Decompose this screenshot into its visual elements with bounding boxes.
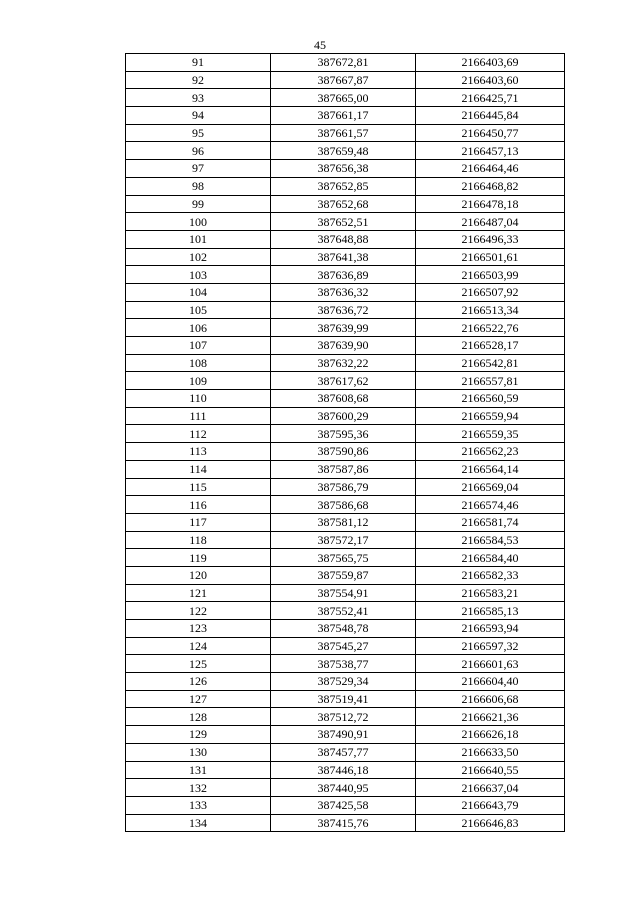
point-number-cell: 128 [126, 708, 271, 726]
table-row [126, 584, 565, 602]
x-coordinate-cell: 387652,85 [271, 177, 416, 195]
point-number-cell: 92 [126, 71, 271, 89]
y-coordinate-cell: 2166593,94 [416, 620, 565, 638]
point-number-cell: 116 [126, 496, 271, 514]
point-number-cell: 115 [126, 478, 271, 496]
y-coordinate-cell: 2166637,04 [416, 779, 565, 797]
y-coordinate-cell: 2166584,53 [416, 531, 565, 549]
coordinates-table-body [126, 54, 565, 832]
x-coordinate-cell: 387590,86 [271, 443, 416, 461]
x-coordinate-cell: 387661,57 [271, 124, 416, 142]
x-coordinate-cell: 387552,41 [271, 602, 416, 620]
y-coordinate-cell: 2166457,13 [416, 142, 565, 160]
x-coordinate-cell: 387519,41 [271, 690, 416, 708]
x-coordinate-cell: 387565,75 [271, 549, 416, 567]
y-coordinate-cell: 2166425,71 [416, 89, 565, 107]
x-coordinate-cell: 387608,68 [271, 390, 416, 408]
point-number-cell: 108 [126, 354, 271, 372]
table-row [126, 390, 565, 408]
point-number-cell: 118 [126, 531, 271, 549]
point-number-cell: 120 [126, 566, 271, 584]
x-coordinate-cell: 387529,34 [271, 673, 416, 691]
table-row [126, 142, 565, 160]
x-coordinate-cell: 387587,86 [271, 460, 416, 478]
x-coordinate-cell: 387656,38 [271, 160, 416, 178]
point-number-cell: 127 [126, 690, 271, 708]
x-coordinate-cell: 387457,77 [271, 743, 416, 761]
point-number-cell: 96 [126, 142, 271, 160]
x-coordinate-cell: 387586,68 [271, 496, 416, 514]
y-coordinate-cell: 2166478,18 [416, 195, 565, 213]
point-number-cell: 107 [126, 337, 271, 355]
table-row [126, 266, 565, 284]
x-coordinate-cell: 387554,91 [271, 584, 416, 602]
point-number-cell: 126 [126, 673, 271, 691]
x-coordinate-cell: 387667,87 [271, 71, 416, 89]
y-coordinate-cell: 2166487,04 [416, 213, 565, 231]
x-coordinate-cell: 387636,89 [271, 266, 416, 284]
x-coordinate-cell: 387652,51 [271, 213, 416, 231]
point-number-cell: 134 [126, 814, 271, 832]
point-number-cell: 113 [126, 443, 271, 461]
point-number-cell: 104 [126, 283, 271, 301]
point-number-cell: 97 [126, 160, 271, 178]
point-number-cell: 129 [126, 726, 271, 744]
y-coordinate-cell: 2166560,59 [416, 390, 565, 408]
point-number-cell: 102 [126, 248, 271, 266]
y-coordinate-cell: 2166559,94 [416, 407, 565, 425]
y-coordinate-cell: 2166564,14 [416, 460, 565, 478]
point-number-cell: 124 [126, 637, 271, 655]
table-row [126, 283, 565, 301]
table-row [126, 690, 565, 708]
y-coordinate-cell: 2166557,81 [416, 372, 565, 390]
x-coordinate-cell: 387600,29 [271, 407, 416, 425]
table-row [126, 531, 565, 549]
y-coordinate-cell: 2166643,79 [416, 796, 565, 814]
point-number-cell: 101 [126, 230, 271, 248]
y-coordinate-cell: 2166450,77 [416, 124, 565, 142]
table-row [126, 566, 565, 584]
point-number-cell: 106 [126, 319, 271, 337]
table-row [126, 443, 565, 461]
y-coordinate-cell: 2166581,74 [416, 513, 565, 531]
x-coordinate-cell: 387632,22 [271, 354, 416, 372]
table-row [126, 549, 565, 567]
table-row [126, 177, 565, 195]
x-coordinate-cell: 387415,76 [271, 814, 416, 832]
point-number-cell: 125 [126, 655, 271, 673]
y-coordinate-cell: 2166464,46 [416, 160, 565, 178]
y-coordinate-cell: 2166569,04 [416, 478, 565, 496]
table-row [126, 513, 565, 531]
y-coordinate-cell: 2166582,33 [416, 566, 565, 584]
x-coordinate-cell: 387545,27 [271, 637, 416, 655]
table-row [126, 602, 565, 620]
x-coordinate-cell: 387617,62 [271, 372, 416, 390]
point-number-cell: 93 [126, 89, 271, 107]
x-coordinate-cell: 387661,17 [271, 107, 416, 125]
x-coordinate-cell: 387538,77 [271, 655, 416, 673]
table-row [126, 89, 565, 107]
coordinates-table [125, 53, 565, 832]
point-number-cell: 114 [126, 460, 271, 478]
table-row [126, 160, 565, 178]
y-coordinate-cell: 2166585,13 [416, 602, 565, 620]
table-row [126, 478, 565, 496]
x-coordinate-cell: 387672,81 [271, 54, 416, 72]
table-row [126, 107, 565, 125]
x-coordinate-cell: 387639,90 [271, 337, 416, 355]
y-coordinate-cell: 2166601,63 [416, 655, 565, 673]
y-coordinate-cell: 2166574,46 [416, 496, 565, 514]
y-coordinate-cell: 2166522,76 [416, 319, 565, 337]
point-number-cell: 131 [126, 761, 271, 779]
y-coordinate-cell: 2166604,40 [416, 673, 565, 691]
x-coordinate-cell: 387641,38 [271, 248, 416, 266]
y-coordinate-cell: 2166403,60 [416, 71, 565, 89]
table-row [126, 779, 565, 797]
x-coordinate-cell: 387639,99 [271, 319, 416, 337]
point-number-cell: 132 [126, 779, 271, 797]
y-coordinate-cell: 2166507,92 [416, 283, 565, 301]
y-coordinate-cell: 2166403,69 [416, 54, 565, 72]
y-coordinate-cell: 2166513,34 [416, 301, 565, 319]
point-number-cell: 111 [126, 407, 271, 425]
page-number: 45 [314, 38, 326, 52]
y-coordinate-cell: 2166646,83 [416, 814, 565, 832]
y-coordinate-cell: 2166606,68 [416, 690, 565, 708]
point-number-cell: 105 [126, 301, 271, 319]
y-coordinate-cell: 2166633,50 [416, 743, 565, 761]
table-row [126, 195, 565, 213]
point-number-cell: 91 [126, 54, 271, 72]
y-coordinate-cell: 2166583,21 [416, 584, 565, 602]
point-number-cell: 123 [126, 620, 271, 638]
point-number-cell: 122 [126, 602, 271, 620]
point-number-cell: 121 [126, 584, 271, 602]
table-row [126, 124, 565, 142]
point-number-cell: 119 [126, 549, 271, 567]
table-row [126, 460, 565, 478]
point-number-cell: 109 [126, 372, 271, 390]
table-row [126, 726, 565, 744]
table-row [126, 407, 565, 425]
y-coordinate-cell: 2166445,84 [416, 107, 565, 125]
table-row [126, 425, 565, 443]
table-row [126, 708, 565, 726]
table-row [126, 761, 565, 779]
point-number-cell: 95 [126, 124, 271, 142]
x-coordinate-cell: 387446,18 [271, 761, 416, 779]
y-coordinate-cell: 2166542,81 [416, 354, 565, 372]
x-coordinate-cell: 387665,00 [271, 89, 416, 107]
y-coordinate-cell: 2166468,82 [416, 177, 565, 195]
table-row [126, 372, 565, 390]
x-coordinate-cell: 387548,78 [271, 620, 416, 638]
y-coordinate-cell: 2166621,36 [416, 708, 565, 726]
table-row [126, 354, 565, 372]
x-coordinate-cell: 387595,36 [271, 425, 416, 443]
table-row [126, 230, 565, 248]
x-coordinate-cell: 387581,12 [271, 513, 416, 531]
table-row [126, 496, 565, 514]
table-row [126, 319, 565, 337]
point-number-cell: 112 [126, 425, 271, 443]
y-coordinate-cell: 2166640,55 [416, 761, 565, 779]
y-coordinate-cell: 2166496,33 [416, 230, 565, 248]
y-coordinate-cell: 2166584,40 [416, 549, 565, 567]
y-coordinate-cell: 2166562,23 [416, 443, 565, 461]
point-number-cell: 133 [126, 796, 271, 814]
table-row [126, 796, 565, 814]
table-row [126, 655, 565, 673]
table-row [126, 743, 565, 761]
table-row [126, 337, 565, 355]
x-coordinate-cell: 387440,95 [271, 779, 416, 797]
table-row [126, 213, 565, 231]
x-coordinate-cell: 387636,72 [271, 301, 416, 319]
point-number-cell: 117 [126, 513, 271, 531]
x-coordinate-cell: 387490,91 [271, 726, 416, 744]
y-coordinate-cell: 2166559,35 [416, 425, 565, 443]
point-number-cell: 94 [126, 107, 271, 125]
table-row [126, 673, 565, 691]
point-number-cell: 98 [126, 177, 271, 195]
table-row [126, 814, 565, 832]
x-coordinate-cell: 387636,32 [271, 283, 416, 301]
y-coordinate-cell: 2166503,99 [416, 266, 565, 284]
x-coordinate-cell: 387659,48 [271, 142, 416, 160]
point-number-cell: 130 [126, 743, 271, 761]
table-row [126, 637, 565, 655]
table-row [126, 301, 565, 319]
x-coordinate-cell: 387586,79 [271, 478, 416, 496]
x-coordinate-cell: 387652,68 [271, 195, 416, 213]
point-number-cell: 103 [126, 266, 271, 284]
table-row [126, 248, 565, 266]
x-coordinate-cell: 387559,87 [271, 566, 416, 584]
point-number-cell: 100 [126, 213, 271, 231]
x-coordinate-cell: 387425,58 [271, 796, 416, 814]
table-row [126, 71, 565, 89]
point-number-cell: 110 [126, 390, 271, 408]
x-coordinate-cell: 387572,17 [271, 531, 416, 549]
y-coordinate-cell: 2166501,61 [416, 248, 565, 266]
table-row [126, 620, 565, 638]
y-coordinate-cell: 2166597,32 [416, 637, 565, 655]
x-coordinate-cell: 387512,72 [271, 708, 416, 726]
point-number-cell: 99 [126, 195, 271, 213]
y-coordinate-cell: 2166626,18 [416, 726, 565, 744]
y-coordinate-cell: 2166528,17 [416, 337, 565, 355]
x-coordinate-cell: 387648,88 [271, 230, 416, 248]
table-row [126, 54, 565, 72]
